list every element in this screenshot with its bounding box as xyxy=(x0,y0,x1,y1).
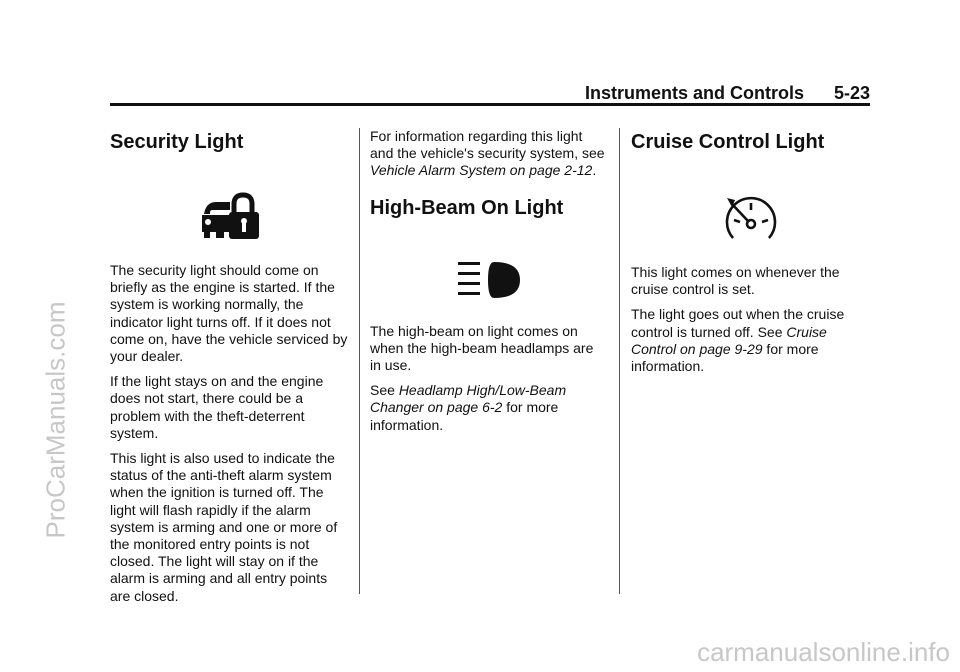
header-rule xyxy=(110,103,870,106)
bottom-watermark: carmanualsonline.info xyxy=(697,637,950,667)
cruise-paragraph-2 xyxy=(631,306,871,375)
column-divider xyxy=(359,128,360,594)
page-header xyxy=(110,80,870,104)
security-reference-paragraph xyxy=(370,128,608,180)
security-lock-car-icon xyxy=(110,192,350,240)
high-beam-heading: High-Beam On Light xyxy=(370,196,564,219)
security-paragraph-2: If the light stays on and the engine does not start, there could be a problem with the theft-deterrent system. xyxy=(110,373,324,441)
headlamp-changer-reference-link[interactable]: Headlamp High/Low-Beam Changer on page 6-2 xyxy=(370,382,567,416)
column-right xyxy=(631,128,871,383)
high-beam-paragraph-1: The high-beam on light comes on when the high-beam headlamps are in use. xyxy=(370,322,594,374)
security-reference-end: . xyxy=(592,162,597,179)
high-beam-see-text: See xyxy=(370,382,399,399)
security-paragraph-3: This light is also used to indicate the status of the anti-theft alarm system when the ignition is turned off. The light will flash rapidly if the alarm system is arming and one or more of the monitored entry points is not closed. The light will stay on if the alarm is arming and all entry points are closed. xyxy=(110,450,338,604)
high-beam-headlamp-icon xyxy=(370,260,608,300)
high-beam-more-text: for more information. xyxy=(370,399,559,433)
side-watermark: ProCarManuals.com xyxy=(40,301,71,539)
security-light-heading: Security Light xyxy=(110,131,244,153)
page-number: 5-23 xyxy=(833,83,870,103)
section-title: Instruments and Controls xyxy=(584,83,804,103)
cruise-control-speedometer-icon xyxy=(631,192,871,244)
cruise-paragraph-1: This light comes on whenever the cruise control is set. xyxy=(631,264,840,298)
security-reference-text: For information regarding this light and the vehicle's security system, see xyxy=(370,128,605,162)
cruise-control-heading: Cruise Control Light xyxy=(631,131,825,153)
cruise-control-reference-link[interactable]: Cruise Control on page 9-29 xyxy=(631,323,827,357)
vehicle-alarm-reference-link[interactable]: Vehicle Alarm System on page 2-12 xyxy=(370,162,593,179)
cruise-text-post: for more information. xyxy=(631,340,819,375)
security-paragraph-1: The security light should come on briefly as the engine is started. If the system is working normally, the indicator light turns off. If it does not come on, have the vehicle serviced by your dealer. xyxy=(110,262,348,365)
cruise-text-pre: The light goes out when the cruise control is turned off. See xyxy=(631,306,845,340)
column-middle xyxy=(370,128,608,442)
column-left xyxy=(110,128,350,613)
high-beam-paragraph-2 xyxy=(370,382,608,434)
column-divider xyxy=(619,128,620,594)
